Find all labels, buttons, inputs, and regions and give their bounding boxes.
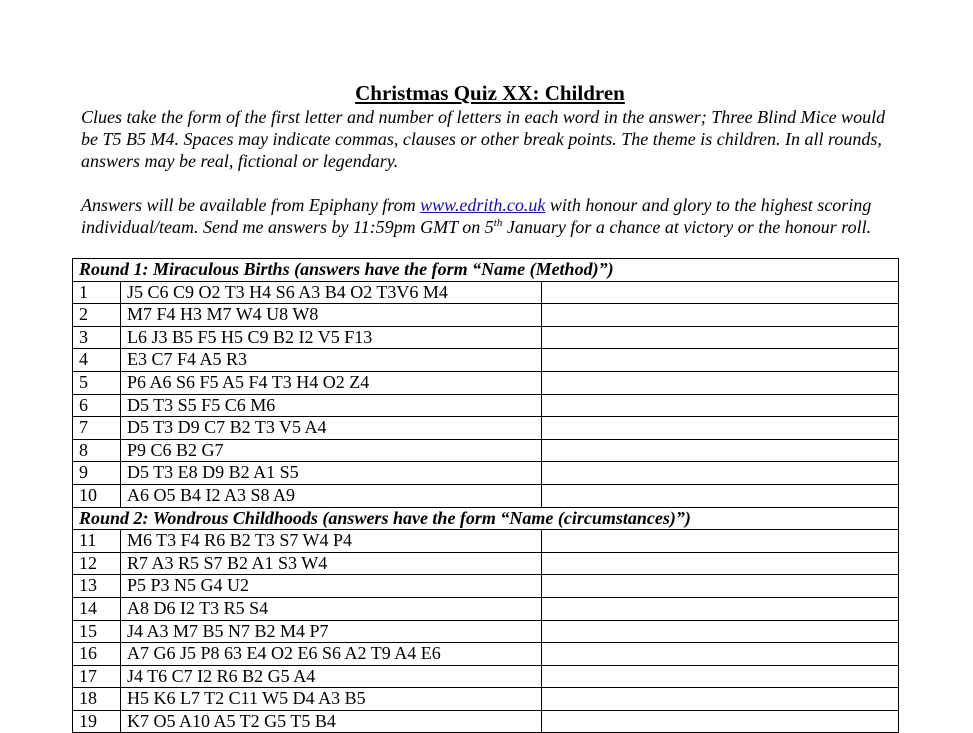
question-number: 3 (73, 326, 121, 349)
clue-cell: R7 A3 R5 S7 B2 A1 S3 W4 (121, 552, 542, 575)
clue-cell: J5 C6 C9 O2 T3 H4 S6 A3 B4 O2 T3V6 M4 (121, 281, 542, 304)
answer-cell[interactable] (542, 620, 899, 643)
round-header: Round 1: Miraculous Births (answers have the form “Name (Method)”) (73, 259, 899, 282)
answer-cell[interactable] (542, 281, 899, 304)
clue-cell: L6 J3 B5 F5 H5 C9 B2 I2 V5 F13 (121, 326, 542, 349)
round-header-row (73, 259, 899, 282)
clue-cell: D5 T3 D9 C7 B2 T3 V5 A4 (121, 417, 542, 440)
answer-cell[interactable] (542, 552, 899, 575)
answer-cell[interactable] (542, 439, 899, 462)
table-row (73, 665, 899, 688)
paragraph-gap (81, 172, 899, 194)
question-number: 6 (73, 394, 121, 417)
clue-cell: M6 T3 F4 R6 B2 T3 S7 W4 P4 (121, 530, 542, 553)
clue-cell: J4 A3 M7 B5 N7 B2 M4 P7 (121, 620, 542, 643)
answer-cell[interactable] (542, 349, 899, 372)
question-number: 12 (73, 552, 121, 575)
intro-text-c: January for a chance at victory or the honour roll. (502, 217, 872, 237)
question-number: 5 (73, 371, 121, 394)
intro-paragraph-2 (81, 194, 899, 238)
answer-cell[interactable] (542, 643, 899, 666)
table-row (73, 462, 899, 485)
table-row (73, 349, 899, 372)
clue-cell: J4 T6 C7 I2 R6 B2 G5 A4 (121, 665, 542, 688)
clue-cell: P9 C6 B2 G7 (121, 439, 542, 462)
answer-cell[interactable] (542, 484, 899, 507)
question-number: 7 (73, 417, 121, 440)
answer-cell[interactable] (542, 462, 899, 485)
clue-cell: K7 O5 A10 A5 T2 G5 T5 B4 (121, 710, 542, 733)
document-page (81, 80, 899, 238)
table-row (73, 484, 899, 507)
question-number: 10 (73, 484, 121, 507)
table-row (73, 371, 899, 394)
question-number: 15 (73, 620, 121, 643)
table-row (73, 417, 899, 440)
question-number: 16 (73, 643, 121, 666)
table-row (73, 597, 899, 620)
question-number: 13 (73, 575, 121, 598)
answer-cell[interactable] (542, 575, 899, 598)
answer-cell[interactable] (542, 665, 899, 688)
document-title: Christmas Quiz XX: Children (355, 81, 625, 105)
table-row (73, 710, 899, 733)
clue-cell: P5 P3 N5 G4 U2 (121, 575, 542, 598)
question-number: 4 (73, 349, 121, 372)
table-row (73, 620, 899, 643)
clue-cell: D5 T3 E8 D9 B2 A1 S5 (121, 462, 542, 485)
clue-cell: A8 D6 I2 T3 R5 S4 (121, 597, 542, 620)
table-row (73, 643, 899, 666)
table-row (73, 326, 899, 349)
clue-cell: M7 F4 H3 M7 W4 U8 W8 (121, 304, 542, 327)
round-header-row (73, 507, 899, 530)
table-row (73, 552, 899, 575)
intro-text-a: Answers will be available from Epiphany from (81, 195, 421, 215)
quiz-table (72, 258, 899, 733)
clue-cell: H5 K6 L7 T2 C11 W5 D4 A3 B5 (121, 688, 542, 711)
table-row (73, 394, 899, 417)
table-row (73, 530, 899, 553)
question-number: 2 (73, 304, 121, 327)
clue-cell: D5 T3 S5 F5 C6 M6 (121, 394, 542, 417)
answer-cell[interactable] (542, 326, 899, 349)
answer-cell[interactable] (542, 597, 899, 620)
question-number: 8 (73, 439, 121, 462)
round-header: Round 2: Wondrous Childhoods (answers have the form “Name (circumstances)”) (73, 507, 899, 530)
clue-cell: A6 O5 B4 I2 A3 S8 A9 (121, 484, 542, 507)
answer-cell[interactable] (542, 710, 899, 733)
question-number: 1 (73, 281, 121, 304)
clue-cell: P6 A6 S6 F5 A5 F4 T3 H4 O2 Z4 (121, 371, 542, 394)
question-number: 9 (73, 462, 121, 485)
table-row (73, 439, 899, 462)
website-link[interactable]: www.edrith.co.uk (420, 195, 546, 215)
table-row (73, 688, 899, 711)
table-row (73, 304, 899, 327)
answer-cell[interactable] (542, 417, 899, 440)
intro-text-b: with honour and glory to the highest scoring individual/team. Send me answers by 11:59pm GMT on 5 (81, 195, 872, 237)
answer-cell[interactable] (542, 530, 899, 553)
answer-cell[interactable] (542, 688, 899, 711)
question-number: 19 (73, 710, 121, 733)
ordinal-suffix: th (493, 217, 503, 229)
table-row (73, 281, 899, 304)
question-number: 17 (73, 665, 121, 688)
answer-cell[interactable] (542, 371, 899, 394)
question-number: 11 (73, 530, 121, 553)
answer-cell[interactable] (542, 394, 899, 417)
clue-cell: E3 C7 F4 A5 R3 (121, 349, 542, 372)
question-number: 14 (73, 597, 121, 620)
clue-cell: A7 G6 J5 P8 63 E4 O2 E6 S6 A2 T9 A4 E6 (121, 643, 542, 666)
intro-paragraph-1: Clues take the form of the first letter and number of letters in each word in the answer; Three Blind Mice would be T5 B5 M4. Spaces may indicate commas, clauses or other break points. The theme is children. In all rounds, answers may be real, fictional or legendary. (81, 107, 886, 171)
table-row (73, 575, 899, 598)
answer-cell[interactable] (542, 304, 899, 327)
question-number: 18 (73, 688, 121, 711)
